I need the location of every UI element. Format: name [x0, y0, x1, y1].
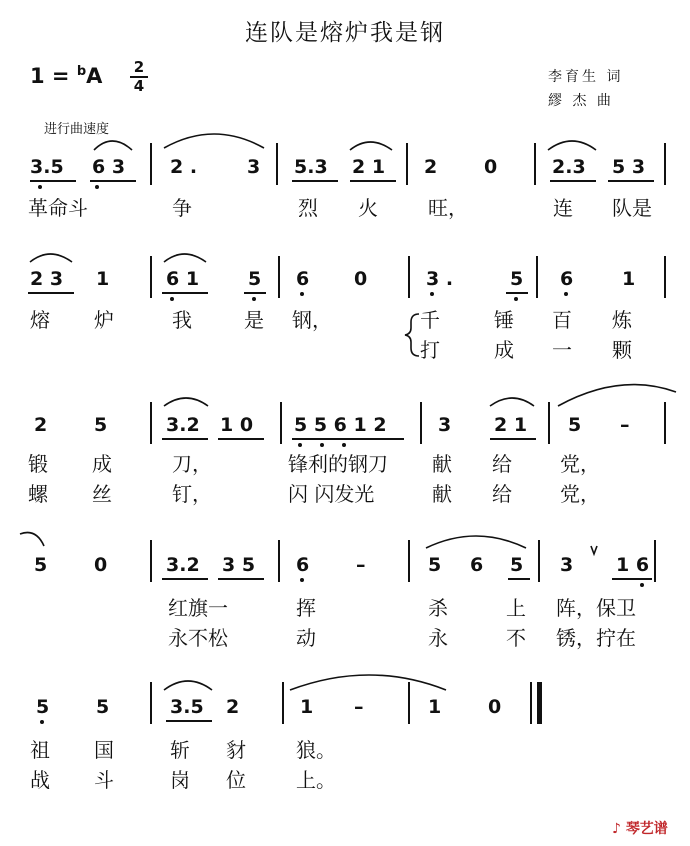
slur: [164, 254, 206, 262]
lyric: 红旗一: [168, 596, 228, 620]
note-group: 5 5 6 1 2: [294, 414, 387, 436]
lyric: 给: [492, 482, 512, 506]
lyric: 是: [244, 308, 264, 332]
slur: [30, 254, 72, 262]
lyric: 锋利的钢刀: [288, 452, 388, 476]
lyric: 位: [226, 768, 246, 792]
lyric: 旺，: [428, 196, 468, 220]
note-group: 5: [428, 554, 442, 576]
tie: [20, 533, 44, 547]
lyricist-credit: 李育生 词: [548, 69, 624, 85]
verse-brace: [405, 314, 419, 356]
note-group: 5 3: [612, 156, 646, 178]
lyric: 永不松: [168, 626, 228, 650]
lyric: 连: [553, 196, 573, 220]
lyric: 队是: [612, 196, 652, 220]
note-group: 3: [560, 554, 574, 576]
watermark-text: 琴艺谱: [625, 821, 668, 837]
note-group: 2: [34, 414, 48, 436]
note-group: 3.2: [166, 414, 200, 436]
breath-mark: [591, 546, 597, 554]
lyric: 党，: [560, 452, 600, 476]
note-group: 0: [354, 268, 368, 290]
note-group: 2 3: [30, 268, 64, 290]
lyric: 国: [94, 738, 114, 762]
lyric: 祖: [30, 738, 50, 762]
note-group: 5: [510, 268, 524, 290]
tie: [164, 134, 264, 148]
note-group: 2 .: [170, 156, 198, 178]
key-note: A: [86, 64, 103, 88]
lyric: 熔: [30, 308, 50, 332]
note-group: 2: [226, 696, 240, 718]
lyric: 千: [420, 308, 440, 332]
note-group: 3.2: [166, 554, 200, 576]
lyric: 闪 闪发光: [288, 482, 375, 506]
lyric: 狼。: [296, 738, 336, 762]
note-group: 5: [34, 554, 48, 576]
lyric: 丝: [92, 482, 112, 506]
composer-credit: 繆 杰 曲: [548, 93, 614, 109]
note-group: 0: [94, 554, 108, 576]
lyric: 动: [296, 626, 316, 650]
note-group: 1: [622, 268, 636, 290]
lyric: 杀: [428, 596, 448, 620]
lyric: 战: [30, 768, 50, 792]
lyric: 烈: [298, 196, 318, 220]
tempo-marking: 进行曲速度: [44, 122, 110, 137]
lyric: 斩: [170, 738, 190, 762]
lyric: 百: [552, 308, 572, 332]
note-group: 5: [510, 554, 524, 576]
lyric: 豺: [226, 738, 246, 762]
page-title: 连队是熔炉我是钢: [245, 20, 445, 46]
note-group: 6: [470, 554, 484, 576]
note-group: 1: [300, 696, 314, 718]
lyric: 阵，保卫: [556, 596, 636, 620]
note-group: 6 3: [92, 156, 126, 178]
lyric: 斗: [94, 768, 114, 792]
note-group: –: [620, 414, 630, 436]
note-group: 6 1: [166, 268, 200, 290]
note-group: 2.3: [552, 156, 586, 178]
lyric: 锈，拧在: [556, 626, 636, 650]
note-group: 5: [94, 414, 108, 436]
slur: [490, 398, 534, 406]
note-group: 1: [428, 696, 442, 718]
lyric: 钉，: [172, 482, 212, 506]
lyric: 不: [506, 626, 526, 650]
note-group: –: [354, 696, 364, 718]
note-group: 2 1: [494, 414, 528, 436]
lyric: 献: [432, 482, 452, 506]
watermark-logo-icon: ♪: [612, 821, 621, 837]
lyric: 献: [432, 452, 452, 476]
lyric: 给: [492, 452, 512, 476]
note-group: –: [356, 554, 366, 576]
lyric: 岗: [170, 768, 190, 792]
lyric: 打: [420, 338, 440, 362]
time-bottom: 4: [133, 77, 145, 95]
lyric: 成: [92, 452, 112, 476]
tie: [558, 385, 676, 406]
note-group: 5.3: [294, 156, 328, 178]
lyric: 上。: [296, 768, 336, 792]
note-group: 3.5: [170, 696, 204, 718]
note-group: 3.5: [30, 156, 64, 178]
note-group: 3 .: [426, 268, 454, 290]
note-group: 6: [296, 554, 310, 576]
lyric: 我: [172, 308, 192, 332]
note-group: 1: [96, 268, 110, 290]
note-group: 3: [247, 156, 261, 178]
key-prefix: 1 =: [30, 64, 70, 88]
note-group: 5: [568, 414, 582, 436]
note-group: 2 1: [352, 156, 386, 178]
lyric: 刀，: [172, 452, 212, 476]
lyric: 一: [552, 338, 572, 362]
note-group: 3: [438, 414, 452, 436]
note-group: 5: [248, 268, 262, 290]
note-group: 5: [96, 696, 110, 718]
lyric: 革命斗: [28, 196, 88, 220]
lyric: 挥: [296, 596, 316, 620]
note-group: 0: [484, 156, 498, 178]
lyric: 火: [358, 196, 378, 220]
flat-sign: b: [76, 64, 87, 79]
lyric: 锤: [494, 308, 514, 332]
site-watermark: [612, 818, 668, 838]
lyric: 上: [506, 596, 526, 620]
note-group: 5: [36, 696, 50, 718]
slur: [350, 142, 392, 150]
lyric: 永: [428, 626, 448, 650]
note-group: 1 0: [220, 414, 254, 436]
note-group: 3 5: [222, 554, 256, 576]
lyric: 炼: [612, 308, 632, 332]
lyric: 炉: [94, 308, 114, 332]
note-group: 6: [296, 268, 310, 290]
note-group: 6: [560, 268, 574, 290]
slur: [164, 681, 212, 690]
lyric: 螺: [28, 482, 48, 506]
note-group: 2: [424, 156, 438, 178]
time-top: 2: [133, 58, 145, 76]
lyric: 争: [172, 196, 192, 220]
lyric: 钢，: [292, 308, 332, 332]
slur: [426, 536, 526, 548]
tie: [290, 675, 446, 690]
lyric: 成: [494, 338, 514, 362]
lyric: 锻: [28, 452, 48, 476]
slur: [164, 398, 208, 406]
slur: [94, 141, 132, 150]
note-group: 0: [488, 696, 502, 718]
lyric: 颗: [612, 338, 632, 362]
note-group: 1 6: [616, 554, 650, 576]
slur: [548, 141, 596, 150]
lyric: 党，: [560, 482, 600, 506]
